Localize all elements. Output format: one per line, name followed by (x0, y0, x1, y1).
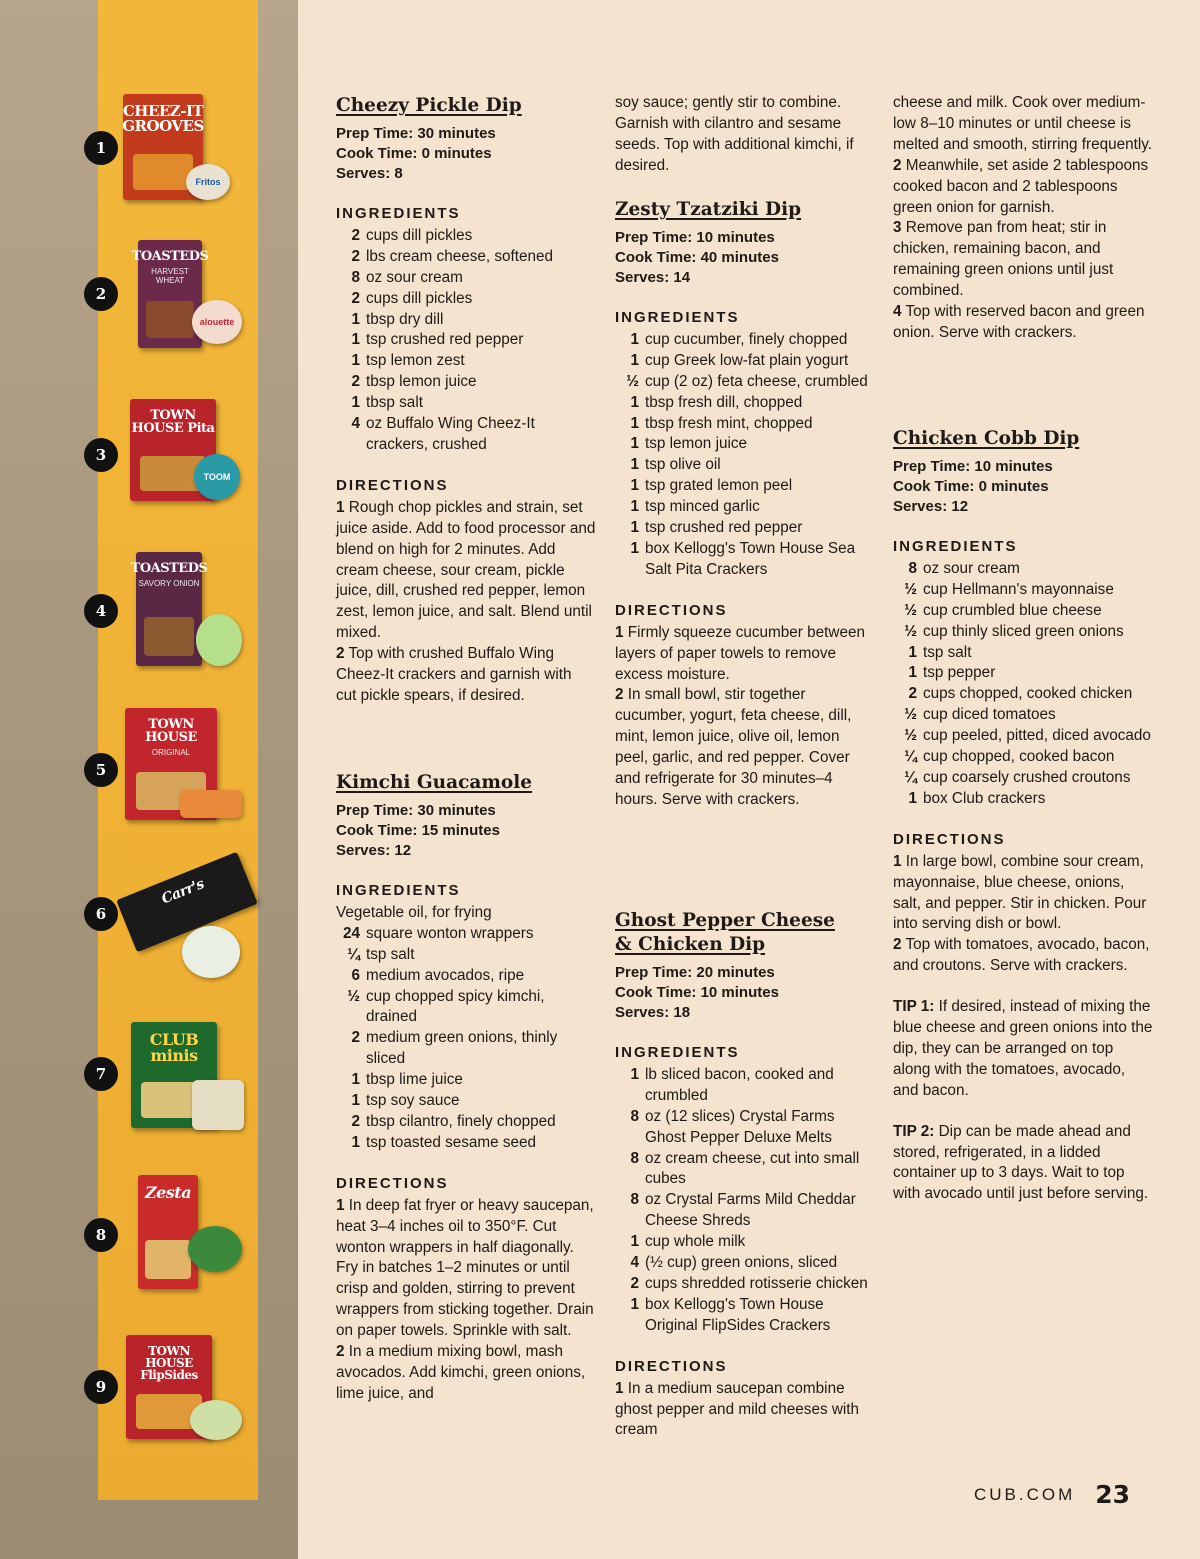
ingredient-text: tbsp lime juice (366, 1071, 463, 1089)
ingredient-text: oz Crystal Farms Mild Cheddar Cheese Shreds (645, 1191, 856, 1230)
recipe-title: Zesty Tzatziki Dip (615, 199, 802, 220)
recipe-title: Ghost Pepper Cheese & Chicken Dip (615, 910, 835, 955)
site-url[interactable]: CUB.COM (974, 1484, 1076, 1504)
product-brand: CHEEZ-IT GROOVES (122, 102, 204, 135)
ingredient-quantity: 2 (351, 373, 360, 391)
product-photo (146, 301, 195, 338)
direction-step (893, 852, 1153, 936)
ingredient-text: cup (2 oz) feta cheese, crumbled (645, 372, 868, 390)
ingredient-list (615, 330, 875, 581)
product-number: 4 (84, 594, 118, 628)
ingredient-text: cup Hellmann's mayonnaise (923, 580, 1114, 598)
ingredient-item (336, 393, 596, 414)
recipe-title: Chicken Cobb Dip (893, 428, 1080, 449)
product-dip (192, 1080, 244, 1130)
ingredient-quantity: 2 (351, 289, 360, 307)
cook-time: Cook Time: 40 minutes (615, 249, 779, 266)
ingredient-text: tsp salt (923, 643, 972, 661)
product-brand: TOWN HOUSE FlipSides (140, 1344, 198, 1382)
ingredient-item (893, 559, 1153, 580)
ingredient-quantity: 1 (630, 330, 639, 348)
ingredient-item (336, 1028, 596, 1070)
ingredient-quantity: 1 (351, 352, 360, 370)
ingredient-item (615, 330, 875, 351)
step-number: 2 (615, 686, 624, 704)
ingredient-item (336, 289, 596, 310)
prep-time: Prep Time: 10 minutes (893, 458, 1053, 475)
step-number: 1 (336, 498, 345, 516)
product-box (138, 1175, 198, 1289)
step-text: In a medium mixing bowl, mash avocados. Add kimchi, green onions, lime juice, and (336, 1343, 586, 1402)
ingredient-text: cup thinly sliced green onions (923, 622, 1124, 640)
tip-2 (893, 1122, 1153, 1206)
product-number: 1 (84, 131, 118, 165)
direction-step (615, 685, 875, 810)
ingredient-text: tsp lemon juice (645, 435, 748, 453)
ingredient-item (893, 622, 1153, 643)
product-photo (133, 154, 194, 190)
step-number: 3 (893, 219, 902, 237)
ingredient-quantity: 1 (351, 1092, 360, 1110)
ingredient-quantity: 2 (351, 247, 360, 265)
product-number: 2 (84, 277, 118, 311)
ingredient-item (615, 539, 875, 581)
page-number: 23 (1095, 1480, 1131, 1509)
ingredient-quantity: 1 (908, 643, 917, 661)
ingredients-heading: INGREDIENTS (615, 1044, 740, 1061)
ingredient-quantity: ½ (347, 987, 360, 1005)
ingredient-quantity: ½ (626, 372, 639, 390)
ingredient-text: oz Buffalo Wing Cheez-It crackers, crushed (366, 415, 535, 453)
step-text: In deep fat fryer or heavy saucepan, heat 3–4 inches oil to 350°F. Cut wonton wrappers in half diagonally. Fry in batches 1–2 minutes or until crisp and golden, stirring to prevent wrappers from sticking together. Drain on paper towels. Sprinkle with salt. (336, 1196, 594, 1340)
ingredient-quantity: 4 (351, 415, 360, 433)
product-dip (196, 614, 242, 666)
ingredient-quantity: ½ (904, 580, 917, 598)
direction-step (893, 302, 1153, 344)
ingredient-item (893, 789, 1153, 810)
product-dip: alouette (192, 300, 242, 344)
ingredient-text: square wonton wrappers (366, 924, 534, 942)
ingredient-quantity: ½ (904, 706, 917, 724)
product-number: 8 (84, 1218, 118, 1252)
ingredient-text: box Club crackers (923, 789, 1046, 807)
step-number: 2 (336, 645, 345, 663)
ingredient-quantity: 1 (351, 394, 360, 412)
ingredients-heading: INGREDIENTS (336, 882, 461, 899)
direction-continued: soy sauce; gently stir to combine. Garnish with cilantro and sesame seeds. Top with additional kimchi, if desired. (615, 94, 854, 174)
ingredient-item (336, 414, 596, 456)
ingredient-text: oz cream cheese, cut into small cubes (645, 1149, 860, 1188)
ingredient-quantity: 1 (351, 331, 360, 349)
ingredient-quantity: 24 (342, 924, 360, 942)
step-number: 2 (336, 1343, 345, 1361)
directions-heading: DIRECTIONS (615, 1357, 728, 1375)
direction-step (893, 218, 1153, 302)
ingredient-text: cup peeled, pitted, diced avocado (923, 727, 1151, 745)
step-text: Rough chop pickles and strain, set juice aside. Add to food processor and blend on high for 2 minutes. Add cream cheese, sour cream, pickle juice, dill, crushed red pepper, lemon zest, lemon juice, and salt. Blend until mixed. (336, 498, 596, 642)
ingredient-quantity: 1 (908, 789, 917, 807)
ingredient-text: tbsp cilantro, finely chopped (366, 1112, 556, 1130)
ingredient-text: tsp pepper (923, 664, 996, 682)
product-flavor: ORIGINAL (151, 748, 191, 757)
step-text: In small bowl, stir together cucumber, yogurt, feta cheese, dill, mint, lemon juice, olive oil, lemon peel, garlic, and red pepper. Cover and refrigerate for 30 minutes–4 hours. Serve with crackers. (615, 686, 852, 808)
ingredient-item (615, 1232, 875, 1253)
ingredient-text: tbsp fresh dill, chopped (645, 393, 803, 411)
step-text: Top with tomatoes, avocado, bacon, and croutons. Serve with crackers. (893, 936, 1150, 975)
ingredient-text: cups dill pickles (366, 226, 473, 244)
directions-heading: DIRECTIONS (336, 476, 449, 494)
recipe-chicken-cobb-dip (893, 427, 1153, 1205)
serves: Serves: 18 (615, 1004, 691, 1021)
ingredient-item (336, 1133, 596, 1154)
ingredient-quantity: 1 (630, 477, 639, 495)
ingredient-item (893, 684, 1153, 705)
product-number: 9 (84, 1370, 118, 1404)
ingredient-text: oz (12 slices) Crystal Farms Ghost Pepper Deluxe Melts (645, 1107, 835, 1146)
ingredient-item (336, 351, 596, 372)
product-brand: TOWN HOUSE Pita (131, 408, 215, 436)
ingredient-item (615, 372, 875, 393)
direction-step (615, 623, 875, 686)
ingredient-item (615, 455, 875, 476)
directions-heading: DIRECTIONS (893, 830, 1006, 848)
ghost-continued (893, 93, 1153, 344)
ingredient-item (336, 268, 596, 289)
ingredient-text: oz sour cream (366, 268, 463, 286)
ingredient-item (615, 1190, 875, 1232)
ingredient-quantity: ¼ (904, 748, 917, 766)
ingredient-quantity: 8 (351, 268, 360, 286)
ingredient-item (615, 497, 875, 518)
ingredient-text: tbsp fresh mint, chopped (645, 414, 813, 432)
ingredient-quantity: 1 (630, 351, 639, 369)
ingredient-quantity: 1 (630, 539, 639, 557)
step-text: Remove pan from heat; stir in chicken, remaining bacon, and remaining green onions until just combined. (893, 219, 1114, 300)
serves: Serves: 12 (336, 842, 412, 859)
tip-label: TIP 2: (893, 1122, 935, 1140)
product-dip (180, 790, 242, 818)
step-text: cheese and milk. Cook over medium-low 8–10 minutes or until cheese is melted and smooth, stirring frequently. (893, 94, 1153, 153)
ingredient-quantity: 2 (351, 1029, 360, 1047)
ingredient-text: tsp toasted sesame seed (366, 1133, 537, 1151)
direction-step (336, 1196, 596, 1342)
product-number: 7 (84, 1057, 118, 1091)
ingredient-quantity: 1 (630, 1233, 639, 1251)
directions-heading: DIRECTIONS (336, 1174, 449, 1192)
tip-1 (893, 997, 1153, 1102)
ingredient-quantity: 8 (630, 1191, 639, 1209)
product-number: 6 (84, 897, 118, 931)
product-box (131, 240, 209, 348)
direction-list (615, 1379, 875, 1442)
ingredient-text: cups dill pickles (366, 289, 473, 307)
serves: Serves: 12 (893, 498, 969, 515)
ingredient-list (615, 1065, 875, 1337)
direction-step (336, 498, 596, 644)
ingredient-quantity: 1 (908, 664, 917, 682)
ingredient-item (336, 1112, 596, 1133)
ingredient-text: cups chopped, cooked chicken (923, 685, 1133, 703)
recipe-cheezy-pickle-dip (336, 94, 596, 707)
direction-list (336, 498, 596, 707)
step-text: Firmly squeeze cucumber between layers of paper towels to remove excess moisture. (615, 623, 865, 683)
ingredient-item (893, 601, 1153, 622)
ingredient-quantity: 1 (630, 498, 639, 516)
ingredient-text: cup chopped, cooked bacon (923, 748, 1115, 766)
step-text: In a medium saucepan combine ghost pepper and mild cheeses with cream (615, 1379, 860, 1439)
ingredient-quantity: 8 (908, 559, 917, 577)
ingredient-text: tbsp lemon juice (366, 373, 477, 391)
direction-list (336, 1196, 596, 1405)
recipe-kimchi-guacamole (336, 771, 596, 1405)
ingredient-item (336, 987, 596, 1029)
prep-time: Prep Time: 30 minutes (336, 802, 496, 819)
ingredient-item (615, 518, 875, 539)
recipe-ghost-pepper-dip (615, 909, 875, 1441)
step-number: 1 (615, 1379, 624, 1397)
ingredient-item (336, 310, 596, 331)
ingredient-item (893, 580, 1153, 601)
ingredient-text: tbsp salt (366, 394, 423, 412)
ingredient-list (336, 226, 596, 456)
ingredient-quantity: 1 (351, 1071, 360, 1089)
ingredient-quantity: ½ (904, 622, 917, 640)
cook-time: Cook Time: 0 minutes (893, 478, 1049, 495)
ingredient-quantity: 6 (351, 966, 360, 984)
product-brand: Carr's (159, 876, 207, 908)
page-footer (974, 1480, 1130, 1509)
ingredient-item (336, 945, 596, 966)
ingredient-item (893, 768, 1153, 789)
ingredient-item (336, 924, 596, 945)
ingredient-quantity: 1 (630, 393, 639, 411)
step-number: 2 (893, 156, 902, 174)
ingredient-item (615, 414, 875, 435)
step-text: In large bowl, combine sour cream, mayonnaise, blue cheese, onions, salt, and pepper. Stir in chicken. Pour into serving dish or bowl. (893, 852, 1147, 933)
ingredient-item (336, 247, 596, 268)
ingredient-item (893, 663, 1153, 684)
ingredient-text: tsp crushed red pepper (366, 331, 524, 349)
ingredient-quantity: 1 (630, 414, 639, 432)
product-dip (190, 1400, 242, 1440)
ingredient-item (615, 351, 875, 372)
ingredient-item (893, 747, 1153, 768)
ingredient-quantity: 2 (351, 1112, 360, 1130)
ingredient-lead: Vegetable oil, for frying (336, 903, 492, 921)
directions-heading: DIRECTIONS (615, 601, 728, 619)
ingredient-item (615, 434, 875, 455)
step-number: 2 (893, 936, 902, 954)
cook-time: Cook Time: 10 minutes (615, 984, 779, 1001)
ingredient-text: box Kellogg's Town House Original FlipSides Crackers (645, 1295, 831, 1334)
prep-time: Prep Time: 20 minutes (615, 964, 775, 981)
ingredient-quantity: 1 (630, 1295, 639, 1313)
ingredient-text: cup chopped spicy kimchi, drained (366, 987, 545, 1026)
prep-time: Prep Time: 10 minutes (615, 229, 775, 246)
cook-time: Cook Time: 15 minutes (336, 822, 500, 839)
ingredient-item (615, 1295, 875, 1337)
ingredient-list (893, 559, 1153, 810)
tip-text: Dip can be made ahead and stored, refrigerated, in a lidded container up to 3 days. Wait to top with avocado until just before serving. (893, 1122, 1149, 1203)
ingredient-text: cup whole milk (645, 1233, 746, 1251)
direction-step (893, 156, 1153, 219)
ingredient-item (893, 643, 1153, 664)
ingredient-text: tsp salt (366, 945, 415, 963)
ingredient-item (336, 372, 596, 393)
product-brand: CLUB minis (149, 1030, 199, 1065)
ingredient-text: tsp crushed red pepper (645, 519, 803, 537)
ingredient-quantity: 8 (630, 1149, 639, 1167)
ingredient-item (615, 1149, 875, 1191)
product-flavor: HARVEST WHEAT (151, 267, 189, 285)
ingredient-quantity: 2 (630, 1274, 639, 1292)
step-text: Top with reserved bacon and green onion. Serve with crackers. (893, 303, 1145, 341)
ingredient-item (893, 705, 1153, 726)
ingredient-text: cup cucumber, finely chopped (645, 330, 848, 348)
serves: Serves: 14 (615, 269, 691, 286)
ingredient-quantity: 2 (908, 685, 917, 703)
ingredient-text: lbs cream cheese, softened (366, 247, 554, 265)
ingredient-text: tsp lemon zest (366, 352, 465, 370)
ingredient-quantity: 2 (351, 226, 360, 244)
product-photo (144, 617, 194, 656)
direction-step (336, 1342, 596, 1405)
prep-time: Prep Time: 30 minutes (336, 125, 496, 142)
ingredient-quantity: 1 (351, 1133, 360, 1151)
product-number: 3 (84, 438, 118, 472)
ingredient-text: oz sour cream (923, 559, 1020, 577)
product-box (130, 552, 208, 666)
ingredient-quantity: 1 (351, 310, 360, 328)
ingredient-quantity: 1 (630, 456, 639, 474)
ingredients-heading: INGREDIENTS (893, 538, 1018, 555)
ingredient-item (336, 966, 596, 987)
product-brand: Zesta (144, 1183, 192, 1202)
recipe-zesty-tzatziki-dip (615, 198, 875, 811)
direction-list (615, 623, 875, 811)
ingredient-quantity: 1 (630, 1065, 639, 1083)
ingredient-item (336, 330, 596, 351)
ingredient-text: cup coarsely crushed croutons (923, 768, 1131, 786)
kimchi-continued (615, 93, 875, 177)
ingredient-text: cup diced tomatoes (923, 706, 1056, 724)
step-number: 1 (336, 1196, 345, 1214)
ingredient-text: lb sliced bacon, cooked and crumbled (645, 1065, 834, 1104)
ingredient-item (336, 1070, 596, 1091)
ingredient-item (615, 1253, 875, 1274)
cook-time: Cook Time: 0 minutes (336, 145, 492, 162)
ingredient-item (336, 226, 596, 247)
step-number: 4 (893, 303, 902, 321)
ingredient-text: box Kellogg's Town House Sea Salt Pita Crackers (645, 539, 856, 578)
product-dip (182, 926, 240, 978)
direction-step (336, 644, 596, 707)
product-brand: TOWN HOUSE (145, 717, 197, 745)
step-number: 1 (893, 852, 902, 870)
ingredient-item (615, 1274, 875, 1295)
ingredient-quantity: 1 (630, 435, 639, 453)
ingredient-text: cup crumbled blue cheese (923, 601, 1102, 619)
direction-list (893, 93, 1153, 344)
step-number: 1 (615, 623, 624, 641)
ingredient-text: tsp minced garlic (645, 498, 760, 516)
ingredient-list (336, 924, 596, 1154)
product-photo (145, 1240, 191, 1279)
ingredients-heading: INGREDIENTS (336, 205, 461, 222)
direction-step (893, 935, 1153, 977)
tip-label: TIP 1: (893, 998, 935, 1016)
step-text: Top with crushed Buffalo Wing Cheez-It crackers and garnish with cut pickle spears, if desired. (336, 645, 572, 704)
ingredient-item (893, 726, 1153, 747)
ingredient-text: cups shredded rotisserie chicken (645, 1274, 868, 1292)
ingredient-quantity: ¼ (904, 768, 917, 786)
product-brand: TOASTEDS (131, 249, 209, 264)
ingredient-item (615, 393, 875, 414)
recipe-title: Kimchi Guacamole (336, 772, 533, 793)
ingredient-quantity: ½ (904, 601, 917, 619)
ingredient-text: cup Greek low-fat plain yogurt (645, 351, 849, 369)
ingredient-quantity: ½ (904, 727, 917, 745)
ingredient-item (615, 1065, 875, 1107)
ingredient-item (615, 476, 875, 497)
product-dip: Fritos (186, 164, 230, 200)
ingredient-text: tsp olive oil (645, 456, 721, 474)
ingredients-heading: INGREDIENTS (615, 309, 740, 326)
ingredient-text: tsp grated lemon peel (645, 477, 793, 495)
tip-text: If desired, instead of mixing the blue cheese and green onions into the dip, they can be arranged on top along with the tomatoes, avocado, and bacon. (893, 998, 1153, 1099)
ingredient-text: tbsp dry dill (366, 310, 444, 328)
product-dip: TOOM (194, 454, 240, 500)
product-brand: TOASTEDS (130, 561, 208, 576)
serves: Serves: 8 (336, 165, 403, 182)
ingredient-quantity: 4 (630, 1254, 639, 1272)
product-dip (188, 1226, 242, 1272)
ingredient-item (615, 1107, 875, 1149)
direction-list (893, 852, 1153, 977)
ingredient-quantity: 8 (630, 1107, 639, 1125)
step-text: Meanwhile, set aside 2 tablespoons cooked bacon and 2 tablespoons green onion for garnish. (893, 156, 1149, 216)
ingredient-quantity: ¼ (347, 945, 360, 963)
ingredient-text: tsp soy sauce (366, 1092, 460, 1110)
product-flavor: SAVORY ONION (138, 579, 200, 588)
recipe-title: Cheezy Pickle Dip (336, 95, 522, 116)
ingredient-quantity: 1 (630, 519, 639, 537)
direction-step (615, 1379, 875, 1442)
ingredient-text: (½ cup) green onions, sliced (645, 1254, 838, 1272)
direction-step (893, 93, 1153, 156)
ingredient-text: medium avocados, ripe (366, 966, 525, 984)
product-number: 5 (84, 753, 118, 787)
ingredient-item (336, 1091, 596, 1112)
ingredient-text: medium green onions, thinly sliced (366, 1029, 558, 1068)
